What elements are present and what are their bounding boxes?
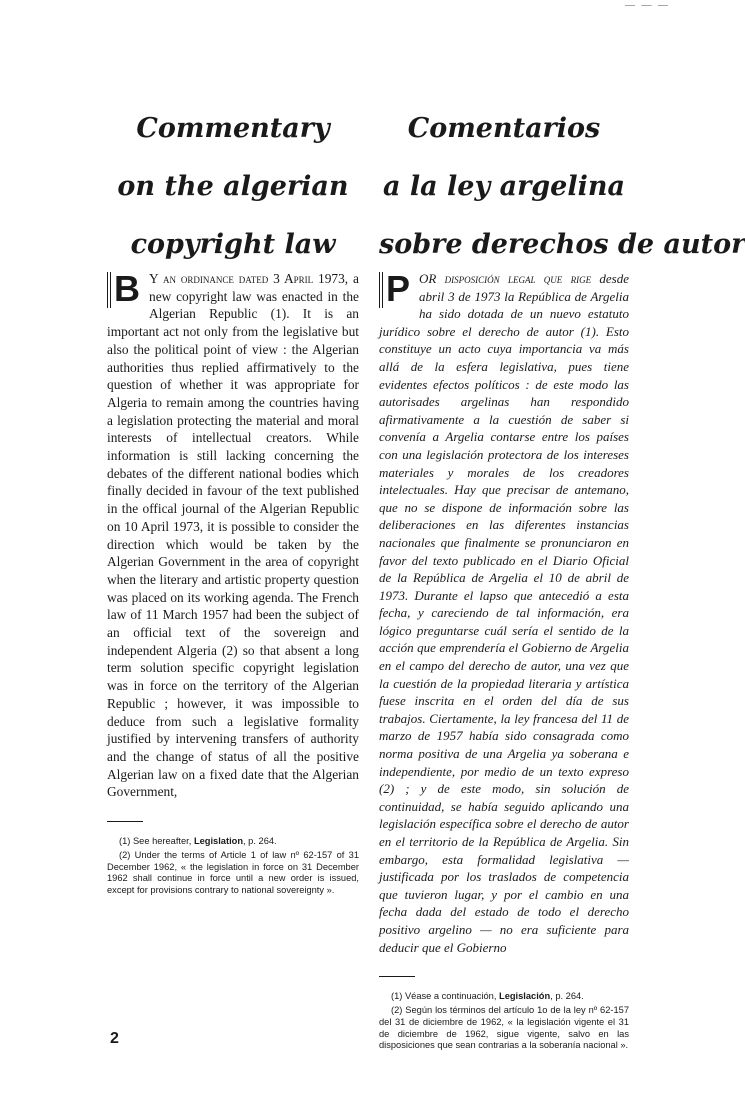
spanish-dropcap: P — [379, 272, 415, 308]
english-footnote-2: (2) Under the terms of Article 1 of law nº 62-157 of 31 December 1962, « the legislation in force on 31 December 1962 shall continue in force until a new order is issued, except for provisions contrary to national sovereignty ». — [107, 849, 359, 896]
spanish-title-line-1: Comentarios — [407, 113, 601, 144]
spanish-body — [379, 270, 629, 956]
english-footnote-1: (1) See hereafter, Legislation, p. 264. — [119, 836, 277, 847]
english-dropcap: B — [107, 272, 145, 308]
spanish-title — [379, 100, 745, 266]
spanish-footnote-2: (2) Según los términos del artículo 1o de la ley nº 62-157 del 31 de diciembre de 1962, « la legislación vigente el 31 de diciembre de 1962, sigue vigente, salvo en las disposiciones que sean contrarias a la soberanía nacional ». — [379, 1004, 629, 1051]
english-column — [107, 100, 359, 899]
english-footnote-rule — [107, 821, 143, 822]
spanish-body-text: desde abril 3 de 1973 la República de Argelia ha sido dotada de un nuevo estatuto jurídico sobre el derecho de autor (1). Esto constituye un acto cuya importancia va más allá de la esfera legislativa, pues tiene evidentes efectos políticos : de este modo las autorisades argelinas han respondido afirmativamente a la cuestión de saber si convenía a Argelia contarse entre los países con una legislación protectora de los intereses materiales y morales de los creadores intelectuales. Hay que precisar de antemano, que no se dispone de información sobre las deliberaciones en las diferentes instancias nacionales que finalmente se pronunciaron en favor del texto publicado en el Diario Oficial de la República de Argelia el 10 de abril de 1973. Durante el lapso que antecedió a esta fecha, y careciendo de tal información, era lógico preguntarse cuál sería el sentido de la acción que emprendería el Gobierno de Argelia en el campo del derecho de autor, una vez que la cuestión de la propiedad literaria y artística fuese inscrita en el orden del día de sus trabajos. Ciertamente, la ley francesa del 11 de marzo de 1957 había sido consagrada como norma positiva de una Argelia ya soberana e independiente, por medio de un texto expreso (2) ; y de este modo, sin solución de continuidad, se había seguido aplicando una legislación específica sobre el derecho de autor en el territorio de la República de Argelia. Sin embargo, esta formalidad legislativa — justificada por los traslados de competencia que tuvieron lugar, y por el cambio en una fecha dada del estado de todo el derecho positivo argelino — no era suficiente para deducir que el Gobierno — [379, 271, 629, 955]
spanish-footnote-1: (1) Véase a continuación, Legislación, p. 264. — [391, 991, 584, 1002]
english-title — [107, 100, 359, 266]
spanish-lead: OR disposición legal que rige — [419, 271, 592, 286]
spanish-title-line-2: a la ley argelina — [383, 171, 625, 202]
english-body-text: a new copyright law was enacted in the Algerian Republic (1). It is an important act not only from the legislative but also the political point of view : the Algerian authorities thus replied affirmatively to the question of whether it was appropriate for Algeria to remain among the countries having a legislation protecting the material and moral interests of intellectual creators. While information is still lacking concerning the debates of the different national bodies which finally decided in favour of the text published in the offical journal of the Algerian Republic on 10 April 1973, it is possible to consider the direction which would be taken by the Algerian Government in the area of copyright when the literary and artistic property question was placed on its working agenda. The French law of 11 March 1957 had been the subject of an official text of the sovereign and independent Algeria (2) so that absent a long term solution specific copyright legislation was in force on the territory of the Algerian Republic ; however, it was impossible to deduce from such a legislative formality justified by intervening transfers of authority and the change of status of all the positive Algerian law on a fixed date that the Algerian Government, — [107, 271, 359, 800]
english-title-line-3: copyright law — [130, 229, 336, 260]
spanish-footnotes — [379, 991, 629, 1052]
scan-edge-mark: — — — — [625, 0, 670, 11]
spanish-footnote-rule — [379, 976, 415, 977]
english-footnotes — [107, 836, 359, 897]
spanish-title-line-3: sobre derechos de autor — [379, 229, 745, 260]
spanish-column — [379, 100, 745, 1054]
english-title-line-1: Commentary — [136, 113, 330, 144]
page-number: 2 — [110, 1030, 119, 1047]
english-title-line-2: on the algerian — [117, 171, 349, 202]
english-body — [107, 270, 359, 801]
english-lead: Y an ordinance dated 3 April 1973, — [149, 271, 349, 286]
